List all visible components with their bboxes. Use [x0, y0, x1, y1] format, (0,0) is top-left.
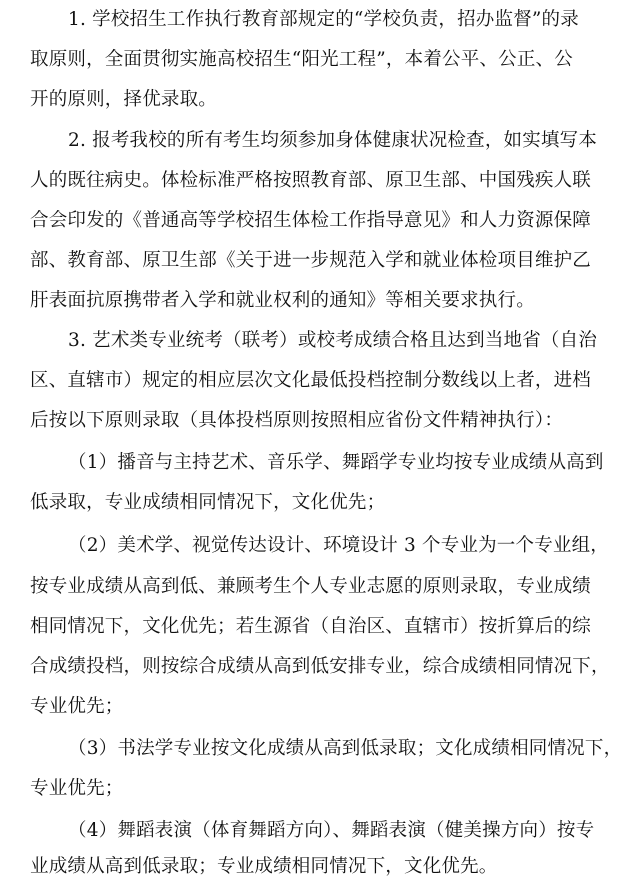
paragraph-1-line-2: 取原则，全面贯彻实施高校招生“阳光工程”，本着公平、公正、公	[30, 49, 573, 70]
paragraph-5-line-2: 按专业成绩从高到低、兼顾考生个人专业志愿的原则录取，专业成绩	[30, 576, 592, 597]
paragraph-1-line-1: 1. 学校招生工作执行教育部规定的“学校负责，招办监督”的录	[68, 9, 579, 30]
paragraph-4-line-1: （1）播音与主持艺术、音乐学、舞蹈学专业均按专业成绩从高到	[68, 452, 604, 473]
paragraph-3-line-1: 3. 艺术类专业统考（联考）或校考成绩合格且达到当地省（自治	[68, 330, 598, 351]
paragraph-6-line-2: 专业优先；	[30, 778, 124, 799]
paragraph-4-line-2: 低录取，专业成绩相同情况下，文化优先；	[30, 492, 386, 513]
paragraph-5-line-1: （2）美术学、视觉传达设计、环境设计 3 个专业为一个专业组，	[68, 535, 610, 556]
paragraph-7-line-2: 业成绩从高到低录取；专业成绩相同情况下，文化优先。	[30, 856, 498, 877]
paragraph-2-line-2: 人的既往病史。体检标准严格按照教育部、原卫生部、中国残疾人联	[30, 170, 592, 191]
paragraph-7-line-1: （4）舞蹈表演（体育舞蹈方向）、舞蹈表演（健美操方向）按专	[68, 820, 595, 841]
paragraph-2-line-3: 合会印发的《普通高等学校招生体检工作指导意见》和人力资源保障	[30, 210, 592, 231]
paragraph-1-line-3: 开的原则，择优录取。	[30, 89, 218, 110]
paragraph-3-line-2: 区、直辖市）规定的相应层次文化最低投档控制分数线以上者，进档	[30, 370, 592, 391]
paragraph-2-line-5: 肝表面抗原携带者入学和就业权利的通知》等相关要求执行。	[30, 290, 535, 311]
paragraph-3-line-3: 后按以下原则录取（具体投档原则按照相应省份文件精神执行）：	[30, 410, 564, 431]
paragraph-5-line-5: 专业优先；	[30, 696, 124, 717]
paragraph-5-line-4: 合成绩投档，则按综合成绩从高到低安排专业，综合成绩相同情况下，	[30, 656, 610, 677]
paragraph-2-line-1: 2. 报考我校的所有考生均须参加身体健康状况检查，如实填写本	[68, 130, 598, 151]
paragraph-5-line-3: 相同情况下，文化优先；若生源省（自治区、直辖市）按折算后的综	[30, 616, 592, 637]
paragraph-2-line-4: 部、教育部、原卫生部《关于进一步规范入学和就业体检项目维护乙	[30, 250, 592, 271]
paragraph-6-line-1: （3）书法学专业按文化成绩从高到低录取；文化成绩相同情况下，	[68, 738, 623, 759]
